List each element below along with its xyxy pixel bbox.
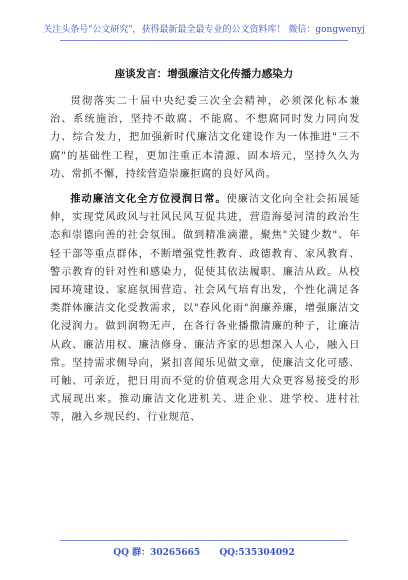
document-body	[50, 92, 360, 434]
paragraph-lead: 推动廉洁文化全方位浸润日常。	[70, 193, 227, 206]
document-title: 座谈发言：增强廉洁文化传播力感染力	[114, 68, 294, 80]
header-banner: 关注头条号"公文研究"，获得最新最全最专业的公文资料库！ 微信：gongwenyj	[43, 25, 365, 35]
footer-contact	[0, 545, 408, 558]
paragraph-1	[50, 92, 360, 184]
paragraph-text: 贯彻落实二十届中央纪委三次全会精神，必须深化标本兼治、系统施治，坚持不敢腐、不能腐、不想腐同时发力同向发力、综合发力，把加强新时代廉洁文化建设作为一体推进"三不腐"的基础性工程，更加注重正本清源、固本培元，坚持久久为功、常抓不懈，持续营造崇廉拒腐的良好风尚。	[50, 96, 360, 180]
paragraph-2	[50, 190, 360, 428]
header-divider	[60, 40, 348, 41]
footer-qq: QQ:535304092	[219, 548, 295, 558]
footer-qq-group: QQ 群：30265665	[113, 548, 201, 558]
footer-divider	[60, 540, 348, 541]
paragraph-text: 使廉洁文化向全社会拓展延伸，实现党风政风与社风民风互促共进，营造海晏河清的政治生态和崇德向善的社会氛围。做到精准滴灌，聚焦"关键少数"、年轻干部等重点群体，不断增强党性教育、政德教育、家风教育、警示教育的针对性和感染力，促使其依法履职、廉洁从政。从校园环境建设、家庭氛围营造、社会风气培育出发，个性化满足各类群体廉洁文化受教需求，以"春风化雨"润廉养廉，增强廉洁文化浸润力。做到润物无声，在各行各业播撒清廉的种子，让廉洁从政、廉洁用权、廉洁修身、廉洁齐家的思想深入人心，融入日常。坚持需求侧导向，紧扣喜闻乐见做文章，使廉洁文化可感、可触、可亲近，把日用而不觉的价值观念用大众更容易接受的形式展现出来。推动廉洁文化进机关、进企业、进学校、进村社等，融入乡规民约、行业规范、	[50, 194, 360, 424]
